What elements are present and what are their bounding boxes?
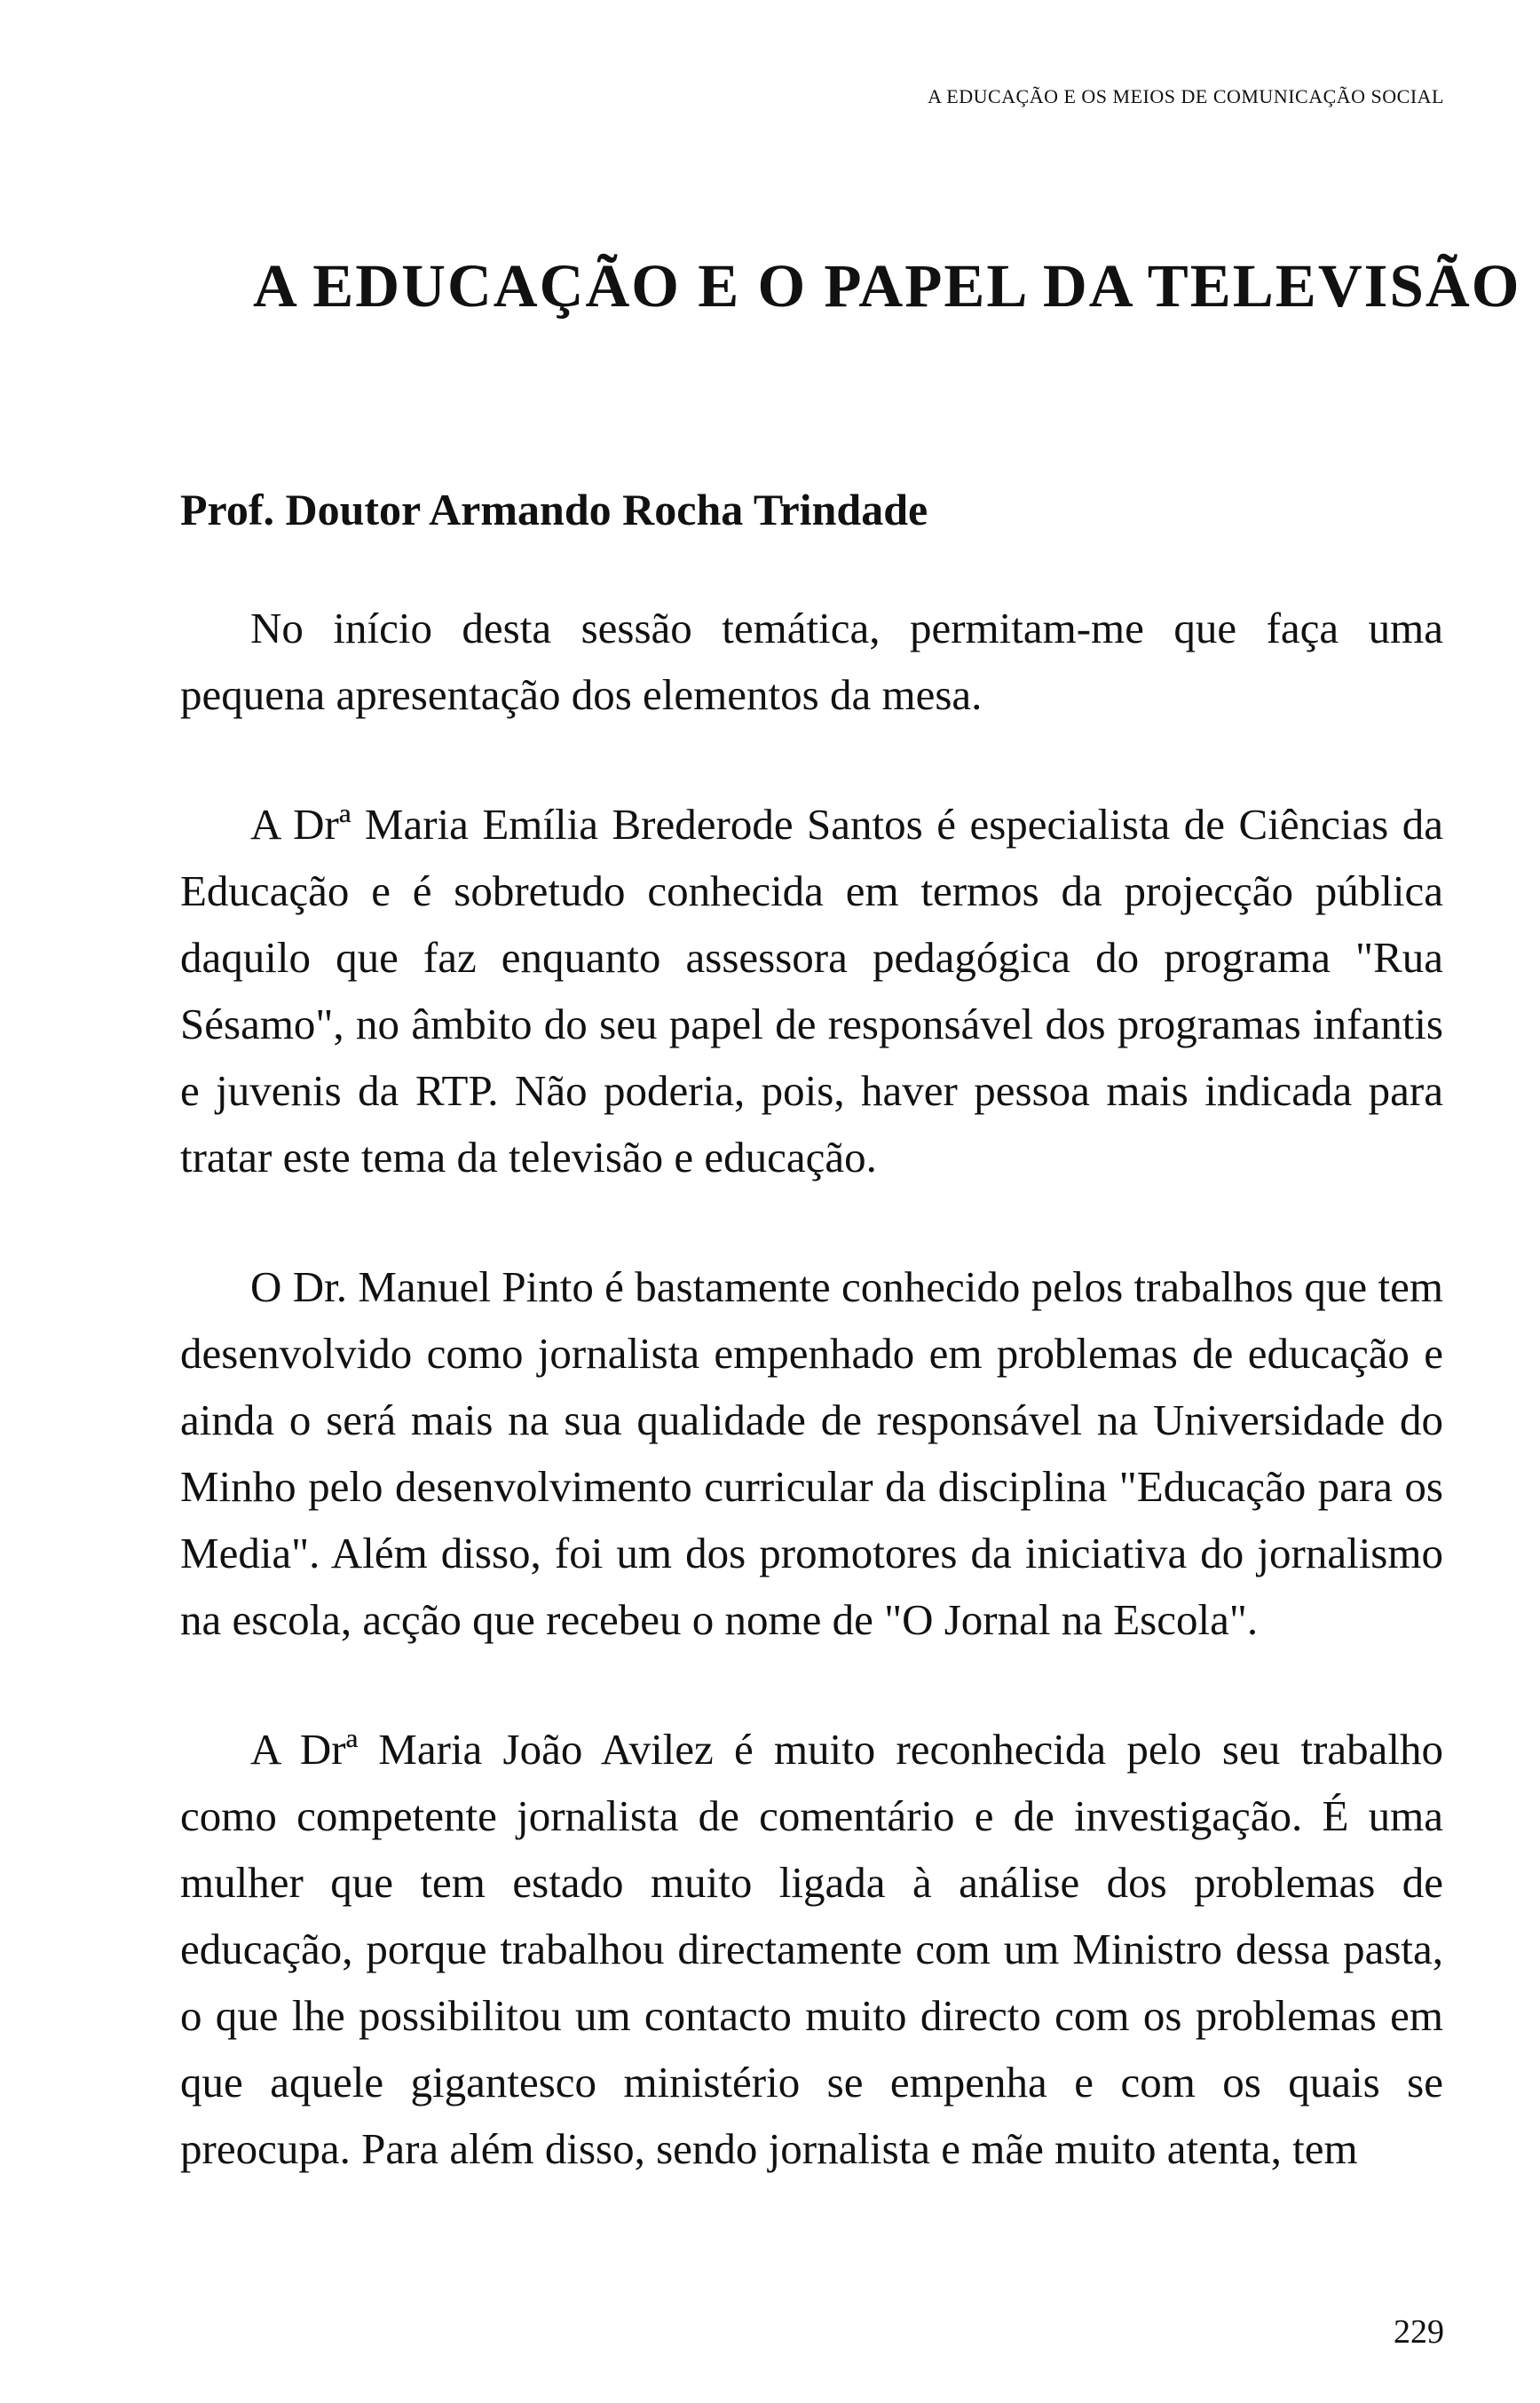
paragraph-manuel-pinto: O Dr. Manuel Pinto é bastamente conhecido pelos trabalhos que tem desenvolvido como jornalista empenhado em problemas de educação e ainda o será mais na sua qualidade de responsável na Universidade do Minho pelo desenvolvimento curricular da disciplina "Educação para os Media". Além disso, foi um dos promotores da iniciativa do jornalismo na escola, acção que recebeu o nome de "O Jornal na Escola". xyxy=(180,1262,1443,1644)
paragraph-brederode-santos: A Drª Maria Emília Brederode Santos é especialista de Ciências da Educação e é sobretudo conhecida em termos da projecção pública daquilo que faz enquanto assessora pedagógica do programa "Rua Sésamo", no âmbito do seu papel de responsável dos programas infantis e juvenis da RTP. Não poderia, pois, haver pessoa mais indicada para tratar este tema da televisão e educação. xyxy=(180,800,1443,1182)
author-name: Prof. Doutor Armando Rocha Trindade xyxy=(180,485,928,534)
running-header: A EDUCAÇÃO E OS MEIOS DE COMUNICAÇÃO SOCIAL xyxy=(928,85,1444,107)
paragraph-maria-joao-avilez: A Drª Maria João Avilez é muito reconhecida pelo seu trabalho como competente jornalista de comentário e de investigação. É uma mulher que tem estado muito ligada à análise dos problemas de educação, porque trabalhou directamente com um Ministro dessa pasta, o que lhe possibilitou um contacto muito directo com os problemas em que aquele gigantesco ministério se empenha e com os quais se preocupa. Para além disso, sendo jornalista e mãe muito atenta, tem xyxy=(180,1725,1443,2173)
article-body xyxy=(180,595,1443,2245)
article-title: A EDUCAÇÃO E O PAPEL DA TELEVISÃO xyxy=(253,252,1521,320)
page-number: 229 xyxy=(1394,2313,1444,2351)
paragraph-intro: No início desta sessão temática, permitam-me que faça uma pequena apresentação dos elementos da mesa. xyxy=(180,604,1443,719)
